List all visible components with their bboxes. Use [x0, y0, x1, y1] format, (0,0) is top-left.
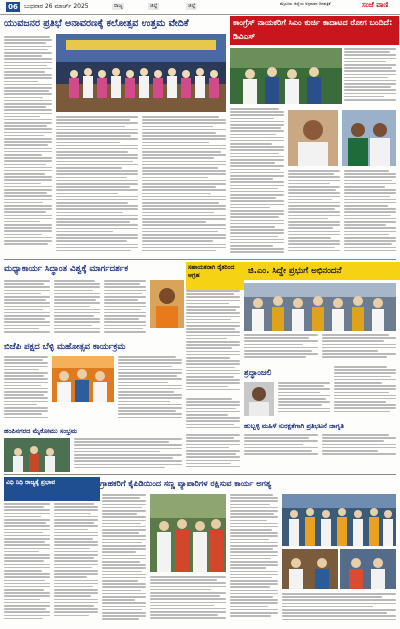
page-header: [0, 0, 400, 15]
headline-traders-protection: ಗ್ರಾಹಕರಿಗೆ ಕೈಪಿಡಿಯಿಂದ ಸಣ್ಣ ವ್ಯಾಪಾರಿಗಳ ರಕ್ಷಿಸುವ ಕಾರ್ಯ ಅಗತ್ಯ: [100, 479, 272, 488]
page-number: 06: [6, 2, 20, 12]
photo-felicitation: [244, 283, 396, 331]
article-text-column: [186, 434, 240, 472]
article-text-column: [118, 356, 182, 422]
section-divider: [4, 259, 396, 260]
article-text-column: [4, 503, 50, 625]
photo-traders-event-1: [150, 494, 226, 572]
article-text-column: [322, 434, 396, 460]
article-text-column: [102, 494, 146, 625]
headline-philosophy-guide: ಮಧ್ಯಾಕಾರ್ಯ ಸಿದ್ಧಾಂತ ವಿಶ್ವಕ್ಕೆ ಮಾರ್ಗದರ್ಶಕ: [4, 264, 129, 274]
section-divider: [4, 474, 396, 475]
photo-traders-event-3: [282, 549, 338, 589]
headline-farmers-demand: ಸಹಾಯಕನಾಗಿ ರೈತರಿಂದ ಆಗ್ರಹ: [186, 262, 244, 290]
article-text-column: [4, 280, 50, 338]
article-text-column: [56, 116, 138, 256]
headline-hampinagar: ಹಂಪಿನಗರದ ಮೈಕೋಮು ಸಂಭ್ರಮ: [4, 427, 78, 435]
section-tag-3: ಜಿಲ್ಲೆ: [188, 3, 196, 9]
photo-bjp-event: [52, 356, 114, 402]
headline-felicitation: ಜಿ.ಎಂ. ಸಿದ್ದೇ ಪ್ರಭುಗೆ ಅಭಿನಂದನೆ: [244, 262, 400, 280]
tagline: ಮೈಸೂರು ಜಿಲ್ಲೆಯ ಅಗ್ರಮಾನ ದಿನಪತ್ರಿಕೆ: [280, 1, 331, 6]
headline-state-effect: ವಿಧಿ ನಿಧಿ ರಾಜ್ಯಕ್ಕೆ ಪ್ರಭಾವ: [4, 477, 100, 501]
article-text-column: [142, 116, 226, 256]
article-text-column: [186, 398, 240, 430]
article-text-column: [278, 382, 330, 416]
article-text-column: [4, 36, 52, 256]
article-text-column: [344, 48, 396, 104]
article-text-column: [322, 334, 396, 362]
section-tag-1: ರಾಜ್ಯ: [114, 3, 123, 9]
photo-congress-meeting: [230, 48, 342, 104]
article-text-column: [230, 108, 284, 256]
headline-congress-cm-chair: ಕಾಂಗ್ರೆಸ್ ನಾಯಕರಿಗೆ ಸಿಎಂ ಕುರ್ಚಿ ಕಾದಾಟದ ರೋಗ ಬಂದಿದೆ: ಡಿವಿಎಸ್: [230, 16, 399, 45]
photo-traders-event-4: [340, 549, 396, 589]
section-tag-2: ಜಿಲ್ಲೆ: [150, 3, 158, 9]
article-text-column: [344, 170, 396, 256]
article-text-column: [54, 503, 98, 625]
photo-youth-festival: [56, 34, 226, 112]
headline-protest-awareness: ಹುಬ್ಬಳ್ಳಿ ಮಹಿಳೆ ಸುರಕ್ಷತೆಗಾಗಿ ಪ್ರತಿಭಟನೆ ಜಾಗೃತಿ: [244, 422, 344, 430]
photo-leader-portrait: [288, 110, 338, 166]
article-text-column: [104, 280, 146, 338]
photo-leader-group: [342, 110, 396, 166]
issue-date: ಬುಧವಾರ 26 ಮಾರ್ಚ್ 2025: [24, 3, 89, 10]
article-text-column: [334, 366, 396, 416]
article-text-column: [150, 576, 226, 625]
photo-tribute-portrait: [244, 382, 274, 416]
article-text-column: [244, 334, 318, 362]
article-text-column: [4, 356, 48, 422]
photo-seer-portrait: [150, 280, 184, 328]
headline-tribute: ಶ್ರದ್ಧಾಂಜಲಿ: [244, 368, 272, 377]
article-text-column: [244, 434, 318, 460]
article-text-column: [288, 170, 340, 256]
article-text-column: [74, 438, 182, 472]
headline-youth-festival: ಯುವಜನರ ಪ್ರತಿಭೆ ಅನಾವರಣಕ್ಕೆ ಕಲೋತ್ಸವ ಉತ್ತಮ ವೇದಿಕೆ: [4, 18, 189, 29]
article-text-column: [282, 593, 396, 625]
article-text-column: [54, 280, 100, 338]
headline-bjp-silver-jubilee: ಬಿಜೆಪಿ ಪಕ್ಷದ ಬೆಳ್ಳಿ ಮಹೋತ್ಸವ ಕಾರ್ಯಕ್ರಮ: [4, 342, 126, 352]
photo-traders-event-2: [282, 494, 396, 546]
article-text-column: [186, 290, 240, 394]
photo-hampinagar-event: [4, 438, 70, 472]
article-text-column: [230, 494, 278, 625]
masthead-brand: ಸಂಜೆ ವಾಣಿ: [362, 1, 389, 9]
